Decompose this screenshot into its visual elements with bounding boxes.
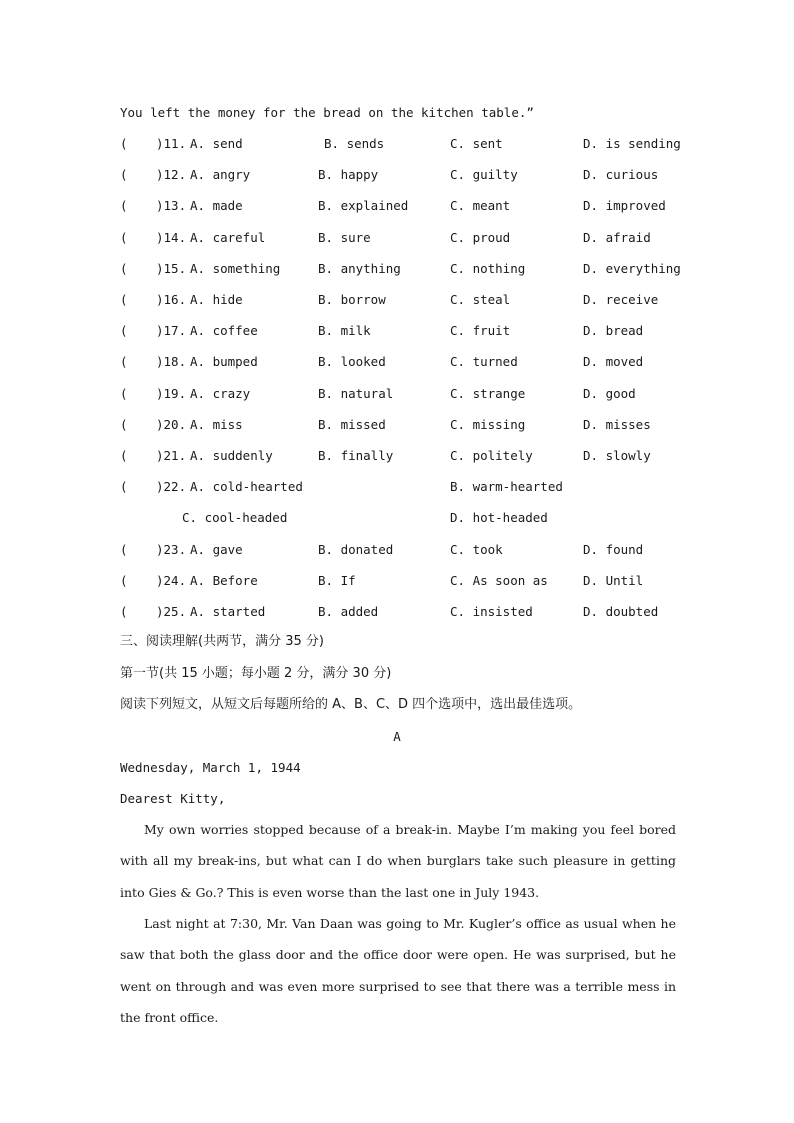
question-number: )19.	[156, 386, 187, 401]
option-a: A. send	[190, 136, 243, 151]
option-c: C. sent	[450, 136, 503, 151]
question-row-continued	[120, 510, 700, 526]
option-c: C. fruit	[450, 323, 511, 338]
option-a: A. suddenly	[190, 448, 273, 463]
option-b: B. looked	[318, 354, 386, 369]
answer-blank: (	[120, 448, 128, 463]
option-c: C. took	[450, 542, 503, 557]
question-row	[120, 354, 700, 370]
answer-blank: (	[120, 386, 128, 401]
answer-blank: (	[120, 167, 128, 182]
option-d: D. hot-headed	[450, 510, 548, 525]
option-c: C. proud	[450, 230, 511, 245]
question-number: )21.	[156, 448, 187, 463]
option-b: B. warm-hearted	[450, 479, 563, 494]
option-a: A. gave	[190, 542, 243, 557]
question-number: )22.	[156, 479, 187, 494]
question-row	[120, 542, 700, 558]
option-c: C. meant	[450, 198, 511, 213]
answer-blank: (	[120, 261, 128, 276]
paragraph: Last night at 7:30, Mr. Van Daan was going to Mr. Kugler’s office as usual when he saw that both the glass door and the office door were open. He was surprised, but he went on through and was even more surprised to see that there was a terrible mess in the front office.	[120, 916, 676, 1025]
option-c: C. insisted	[450, 604, 533, 619]
question-row	[120, 136, 700, 152]
question-row	[120, 479, 700, 495]
question-row	[120, 604, 700, 620]
question-number: )11.	[156, 136, 187, 151]
option-c: C. cool-headed	[182, 510, 288, 525]
paragraph: My own worries stopped because of a break-in. Maybe I’m making you feel bored with all my break-ins, but what can I do when burglars take such pleasure in getting into Gies & Go.? This is even worse than the last one in July 1943.	[120, 822, 676, 900]
option-b: B. If	[318, 573, 356, 588]
option-c: C. politely	[450, 448, 533, 463]
option-d: D. Until	[583, 573, 644, 588]
option-b: B. sure	[318, 230, 371, 245]
option-a: A. miss	[190, 417, 243, 432]
question-row	[120, 167, 700, 183]
option-d: D. good	[583, 386, 636, 401]
option-b: B. sends	[324, 136, 385, 151]
passage-label: A	[393, 729, 401, 744]
option-b: B. missed	[318, 417, 386, 432]
greeting: Dearest Kitty,	[120, 791, 226, 806]
instructions: 阅读下列短文，从短文后每题所给的 A、B、C、D 四个选项中，选出最佳选项。	[120, 697, 582, 712]
option-a: A. crazy	[190, 386, 251, 401]
intro-line: You left the money for the bread on the kitchen table.”	[120, 105, 534, 120]
question-number: )18.	[156, 354, 187, 369]
option-d: D. curious	[583, 167, 659, 182]
question-number: )12.	[156, 167, 187, 182]
option-a: A. made	[190, 198, 243, 213]
option-c: C. missing	[450, 417, 526, 432]
answer-blank: (	[120, 292, 128, 307]
option-a: A. something	[190, 261, 281, 276]
option-d: D. afraid	[583, 230, 651, 245]
option-d: D. receive	[583, 292, 659, 307]
option-a: A. hide	[190, 292, 243, 307]
option-b: B. anything	[318, 261, 401, 276]
answer-blank: (	[120, 573, 128, 588]
option-d: D. doubted	[583, 604, 659, 619]
option-b: B. milk	[318, 323, 371, 338]
option-a: A. careful	[190, 230, 266, 245]
question-number: )24.	[156, 573, 187, 588]
option-d: D. found	[583, 542, 644, 557]
question-row	[120, 386, 700, 402]
answer-blank: (	[120, 323, 128, 338]
option-b: B. happy	[318, 167, 379, 182]
option-b: B. added	[318, 604, 379, 619]
question-row	[120, 198, 700, 214]
answer-blank: (	[120, 542, 128, 557]
option-d: D. is sending	[583, 136, 681, 151]
answer-blank: (	[120, 354, 128, 369]
question-number: )25.	[156, 604, 187, 619]
question-number: )15.	[156, 261, 187, 276]
option-c: C. As soon as	[450, 573, 548, 588]
answer-blank: (	[120, 479, 128, 494]
option-c: C. nothing	[450, 261, 526, 276]
date-line: Wednesday, March 1, 1944	[120, 760, 301, 775]
question-row	[120, 261, 700, 277]
option-a: A. started	[190, 604, 266, 619]
answer-blank: (	[120, 604, 128, 619]
answer-blank: (	[120, 230, 128, 245]
option-a: A. coffee	[190, 323, 258, 338]
question-number: )17.	[156, 323, 187, 338]
question-row	[120, 448, 700, 464]
option-b: B. natural	[318, 386, 394, 401]
option-c: C. strange	[450, 386, 526, 401]
section-title: 三、阅读理解(共两节，满分 35 分)	[120, 634, 324, 649]
option-d: D. misses	[583, 417, 651, 432]
option-b: B. donated	[318, 542, 394, 557]
option-a: A. bumped	[190, 354, 258, 369]
option-d: D. improved	[583, 198, 666, 213]
question-number: )23.	[156, 542, 187, 557]
question-row	[120, 417, 700, 433]
option-a: A. cold-hearted	[190, 479, 303, 494]
option-b: B. borrow	[318, 292, 386, 307]
answer-blank: (	[120, 198, 128, 213]
option-b: B. explained	[318, 198, 409, 213]
option-d: D. bread	[583, 323, 644, 338]
answer-blank: (	[120, 136, 128, 151]
part-title: 第一节(共 15 小题；每小题 2 分，满分 30 分)	[120, 666, 392, 681]
question-number: )20.	[156, 417, 187, 432]
option-c: C. turned	[450, 354, 518, 369]
option-c: C. guilty	[450, 167, 518, 182]
question-row	[120, 292, 700, 308]
option-a: A. Before	[190, 573, 258, 588]
question-number: )14.	[156, 230, 187, 245]
answer-blank: (	[120, 417, 128, 432]
option-d: D. everything	[583, 261, 681, 276]
question-row	[120, 573, 700, 589]
option-d: D. slowly	[583, 448, 651, 463]
option-b: B. finally	[318, 448, 394, 463]
question-row	[120, 230, 700, 246]
question-number: )16.	[156, 292, 187, 307]
option-c: C. steal	[450, 292, 511, 307]
option-a: A. angry	[190, 167, 251, 182]
option-d: D. moved	[583, 354, 644, 369]
question-row	[120, 323, 700, 339]
question-number: )13.	[156, 198, 187, 213]
